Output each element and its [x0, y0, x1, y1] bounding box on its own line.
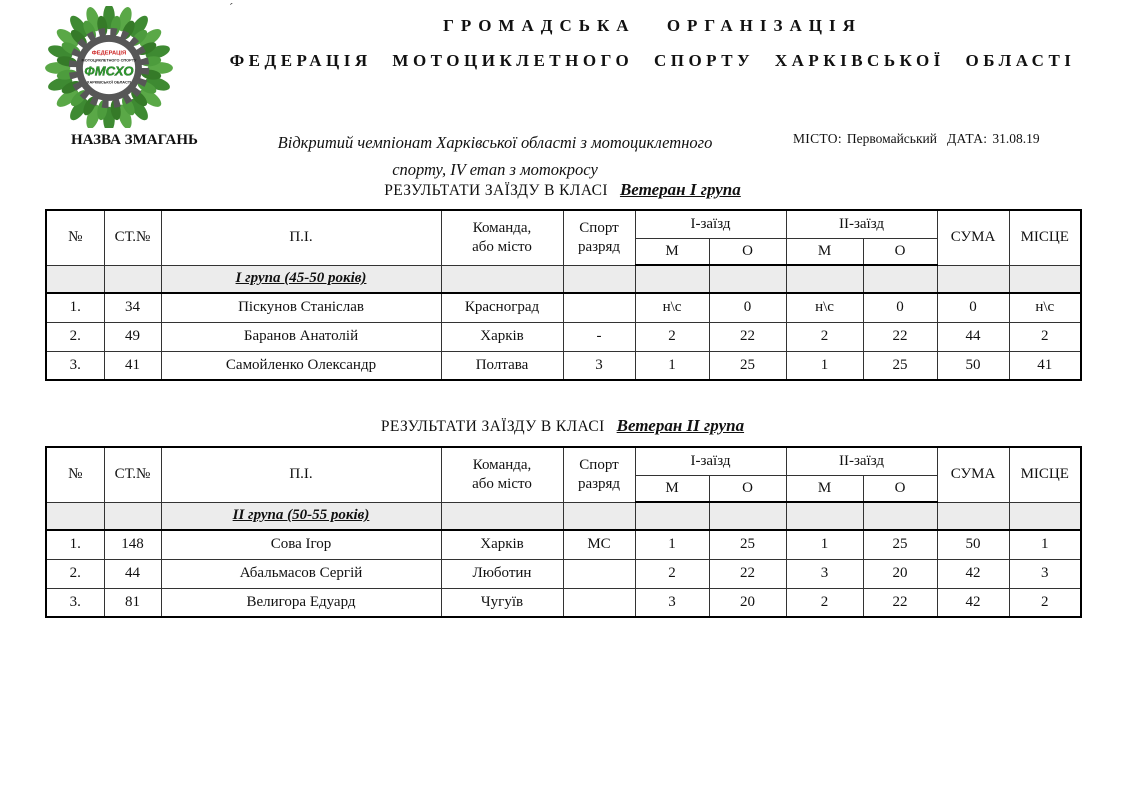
empty-cell — [863, 265, 937, 293]
empty-cell — [786, 502, 863, 530]
group-label: І група (45-50 років) — [161, 265, 441, 293]
cell-race2-m: 2 — [786, 588, 863, 617]
col-header-o1: О — [709, 475, 786, 502]
org-name-line1: ГРОМАДСЬКА ОРГАНІЗАЦІЯ — [443, 16, 862, 35]
cell-rider-name: Піскунов Станіслав — [161, 293, 441, 322]
cell-rank — [563, 588, 635, 617]
cell-sum: 0 — [937, 293, 1009, 322]
empty-cell — [563, 265, 635, 293]
cell-rider-name: Самойленко Олександр — [161, 351, 441, 380]
event-name-line2: спорту, IV етап з мотокросу — [392, 160, 598, 179]
empty-cell — [937, 502, 1009, 530]
col-header-rank-line1: Спорт — [579, 456, 619, 473]
col-header-m2: М — [786, 475, 863, 502]
cell-position: 3. — [46, 351, 104, 380]
table-row — [46, 588, 1081, 617]
empty-cell — [937, 265, 1009, 293]
cell-race1-m: 2 — [635, 559, 709, 588]
col-header-team-line1: Команда, — [472, 219, 532, 236]
cell-sum: 42 — [937, 559, 1009, 588]
laurel-wreath-gear-logo — [33, 6, 185, 128]
cell-race1-o: 20 — [709, 588, 786, 617]
col-header-race2: ІІ-заїзд — [786, 210, 937, 238]
cell-place: 2 — [1009, 322, 1081, 351]
cell-start-number: 44 — [104, 559, 161, 588]
col-header-rank-line1: Спорт — [579, 219, 619, 236]
date-value: 31.08.19 — [992, 131, 1040, 146]
col-header-st-num: СТ.№ — [104, 210, 161, 265]
city-date — [793, 131, 1050, 147]
cell-team: Люботин — [441, 559, 563, 588]
empty-cell — [709, 502, 786, 530]
col-header-o2: О — [863, 238, 937, 265]
empty-cell — [46, 265, 104, 293]
table-header-row — [46, 447, 1081, 475]
col-header-place: МІСЦЕ — [1009, 210, 1081, 265]
cell-race1-m: 2 — [635, 322, 709, 351]
col-header-race2: ІІ-заїзд — [786, 447, 937, 475]
logo-text-federation: ФЕДЕРАЦІЯ — [91, 50, 127, 57]
cell-rank: - — [563, 322, 635, 351]
cell-rank: 3 — [563, 351, 635, 380]
cell-rider-name: Сова Ігор — [161, 530, 441, 559]
cell-team: Красноград — [441, 293, 563, 322]
cell-rank — [563, 559, 635, 588]
results-title-1 — [45, 180, 1080, 200]
logo-text-region: ХАРКІВСЬКОЇ ОБЛАСТІ — [86, 79, 132, 85]
col-header-race1: І-заїзд — [635, 447, 786, 475]
empty-cell — [786, 265, 863, 293]
col-header-num: № — [46, 447, 104, 502]
cell-race2-m: 1 — [786, 530, 863, 559]
col-header-sum: СУМА — [937, 447, 1009, 502]
cell-rider-name: Велигора Едуард — [161, 588, 441, 617]
col-header-sum: СУМА — [937, 210, 1009, 265]
org-header — [195, 16, 1110, 71]
col-header-race1: І-заїзд — [635, 210, 786, 238]
table-row — [46, 293, 1081, 322]
federation-logo — [33, 6, 185, 128]
cell-place: 41 — [1009, 351, 1081, 380]
cell-team: Харків — [441, 530, 563, 559]
cell-rank: МС — [563, 530, 635, 559]
results-title-2-prefix: РЕЗУЛЬТАТИ ЗАЇЗДУ В КЛАСІ — [380, 418, 605, 435]
table-row — [46, 322, 1081, 351]
empty-cell — [709, 265, 786, 293]
cell-start-number: 49 — [104, 322, 161, 351]
col-header-o1: О — [709, 238, 786, 265]
results-title-1-class: Ветеран І група — [619, 180, 741, 199]
cell-race1-m: 1 — [635, 351, 709, 380]
cell-rank — [563, 293, 635, 322]
cell-position: 2. — [46, 559, 104, 588]
col-header-rank-line2: разряд — [577, 475, 621, 492]
logo-text-moto-sport: МОТОЦИКЛЕТНОГО СПОРТУ — [81, 57, 137, 63]
empty-cell — [46, 502, 104, 530]
scan-artifact: ´ — [229, 0, 234, 15]
cell-position: 1. — [46, 293, 104, 322]
cell-race2-o: 22 — [863, 588, 937, 617]
group-row — [46, 265, 1081, 293]
empty-cell — [104, 265, 161, 293]
col-header-o2: О — [863, 475, 937, 502]
cell-race1-o: 22 — [709, 559, 786, 588]
col-header-m1: М — [635, 238, 709, 265]
date-label: ДАТА: — [946, 131, 988, 146]
cell-start-number: 34 — [104, 293, 161, 322]
table-row — [46, 559, 1081, 588]
cell-race2-o: 20 — [863, 559, 937, 588]
empty-cell — [104, 502, 161, 530]
cell-race1-o: 0 — [709, 293, 786, 322]
cell-race2-m: 3 — [786, 559, 863, 588]
org-name-line2: ФЕДЕРАЦІЯ МОТОЦИКЛЕТНОГО СПОРТУ ХАРКІВСЬКОЇ ОБЛАСТІ — [229, 51, 1076, 70]
cell-start-number: 41 — [104, 351, 161, 380]
col-header-st-num: СТ.№ — [104, 447, 161, 502]
cell-rider-name: Абальмасов Сергій — [161, 559, 441, 588]
event-name — [215, 129, 775, 183]
group-row — [46, 502, 1081, 530]
col-header-name: П.І. — [161, 447, 441, 502]
col-header-team-line1: Команда, — [472, 456, 532, 473]
cell-position: 3. — [46, 588, 104, 617]
col-header-m1: М — [635, 475, 709, 502]
cell-race1-m: н\с — [635, 293, 709, 322]
cell-sum: 50 — [937, 351, 1009, 380]
cell-race2-m: 1 — [786, 351, 863, 380]
cell-start-number: 148 — [104, 530, 161, 559]
cell-team: Чугуїв — [441, 588, 563, 617]
cell-race2-m: н\с — [786, 293, 863, 322]
cell-team: Харків — [441, 322, 563, 351]
col-header-team-line2: або місто — [472, 238, 532, 255]
results-title-2-class: Ветеран ІІ група — [616, 416, 745, 435]
col-header-m2: М — [786, 238, 863, 265]
event-name-line1: Відкритий чемпіонат Харківської області з мотоциклетного — [277, 133, 713, 152]
empty-cell — [635, 265, 709, 293]
col-header-name: П.І. — [161, 210, 441, 265]
col-header-rank — [563, 447, 635, 502]
cell-race1-o: 22 — [709, 322, 786, 351]
col-header-team-line2: або місто — [472, 475, 532, 492]
cell-race2-o: 25 — [863, 351, 937, 380]
empty-cell — [635, 502, 709, 530]
table-row — [46, 351, 1081, 380]
col-header-rank-line2: разряд — [577, 238, 621, 255]
event-name-label: НАЗВА ЗМАГАНЬ — [71, 132, 198, 148]
cell-place: 1 — [1009, 530, 1081, 559]
cell-race1-m: 1 — [635, 530, 709, 559]
cell-place: 3 — [1009, 559, 1081, 588]
cell-race1-o: 25 — [709, 530, 786, 559]
city-label: МІСТО: — [793, 131, 842, 146]
table-row — [46, 530, 1081, 559]
cell-rider-name: Баранов Анатолій — [161, 322, 441, 351]
cell-race2-o: 0 — [863, 293, 937, 322]
logo-abbr: ФМСХО — [84, 63, 134, 79]
results-title-1-prefix: РЕЗУЛЬТАТИ ЗАЇЗДУ В КЛАСІ — [384, 182, 608, 199]
city-value: Первомайський — [846, 131, 937, 146]
cell-sum: 44 — [937, 322, 1009, 351]
cell-race2-o: 25 — [863, 530, 937, 559]
cell-race1-m: 3 — [635, 588, 709, 617]
cell-sum: 42 — [937, 588, 1009, 617]
empty-cell — [441, 265, 563, 293]
col-header-num: № — [46, 210, 104, 265]
table-header-row — [46, 210, 1081, 238]
results-title-2 — [45, 416, 1080, 436]
group-label: ІІ група (50-55 років) — [161, 502, 441, 530]
col-header-place: МІСЦЕ — [1009, 447, 1081, 502]
col-header-team — [441, 210, 563, 265]
cell-sum: 50 — [937, 530, 1009, 559]
cell-place: н\с — [1009, 293, 1081, 322]
cell-team: Полтава — [441, 351, 563, 380]
empty-cell — [1009, 502, 1081, 530]
cell-race1-o: 25 — [709, 351, 786, 380]
cell-place: 2 — [1009, 588, 1081, 617]
cell-race2-m: 2 — [786, 322, 863, 351]
results-table-veteran-2 — [45, 446, 1082, 618]
empty-cell — [563, 502, 635, 530]
cell-position: 2. — [46, 322, 104, 351]
empty-cell — [1009, 265, 1081, 293]
col-header-rank — [563, 210, 635, 265]
empty-cell — [863, 502, 937, 530]
empty-cell — [441, 502, 563, 530]
col-header-team — [441, 447, 563, 502]
cell-start-number: 81 — [104, 588, 161, 617]
results-table-veteran-1 — [45, 209, 1082, 381]
cell-race2-o: 22 — [863, 322, 937, 351]
cell-position: 1. — [46, 530, 104, 559]
